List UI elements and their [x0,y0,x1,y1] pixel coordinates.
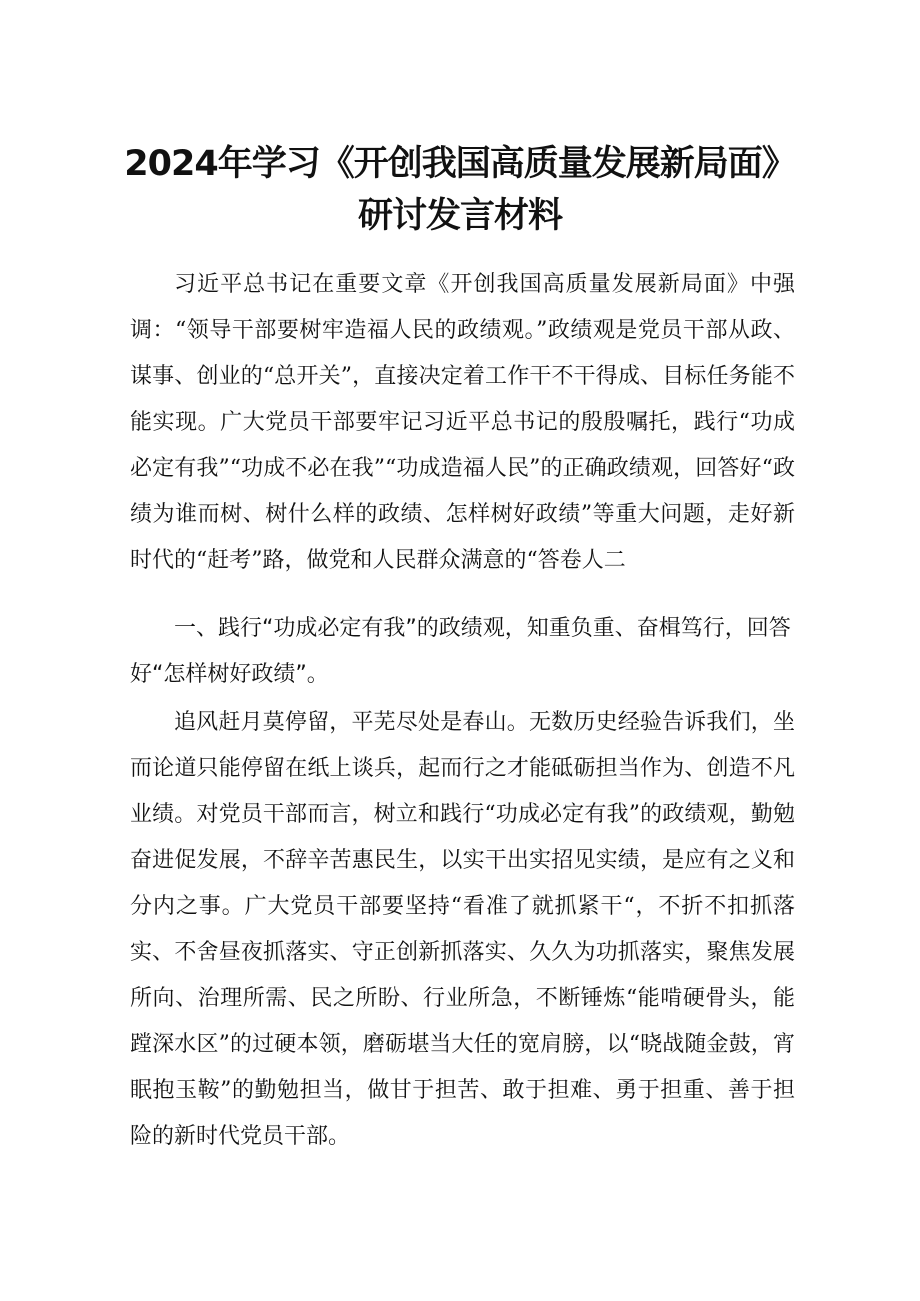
body-paragraph: 追风赶月莫停留，平芜尽处是春山。无数历史经验告诉我们，坐而论道只能停留在纸上谈兵，起而行之才能砥砺担当作为、创造不凡业绩。对党员干部而言，树立和践行“功成必定有我”的政绩观，勤勉奋进促发展，不辞辛苦惠民生，以实干出实招见实绩，是应有之义和分内之事。广大党员干部要坚持“看准了就抓紧干“，不折不扣抓落实、不舍昼夜抓落实、守正创新抓落实、久久为功抓落实，聚焦发展所向、治理所需、民之所盼、行业所急，不断锤炼“能啃硬骨头，能蹚深水区”的过硬本领，磨砺堪当大任的宽肩膀，以“晓战随金鼓，宵眠抱玉鞍”的勤勉担当，做甘于担苦、敢于担难、勇于担重、善于担险的新时代党员干部。 [130,710,795,1149]
intro-paragraph: 习近平总书记在重要文章《开创我国高质量发展新局面》中强调：“领导干部要树牢造福人民的政绩观。”政绩观是党员干部从政、谋事、创业的“总开关”，直接决定着工作干不干得成、目标任务能不能实现。广大党员干部要牢记习近平总书记的殷殷嘱托，践行“功成必定有我”“功成不必在我”“功成造福人民”的正确政绩观，回答好“政绩为谁而树、树什么样的政绩、怎样树好政绩”等重大问题，走好新时代的“赶考”路，做党和人民群众满意的“答卷人二 [130,272,795,573]
document-title: 2024年学习《开创我国高质量发展新局面》研讨发言材料 [124,144,796,236]
section-heading: 一、践行“功成必定有我”的政绩观，知重负重、奋楫笃行，回答好“怎样树好政绩”。 [130,616,791,687]
